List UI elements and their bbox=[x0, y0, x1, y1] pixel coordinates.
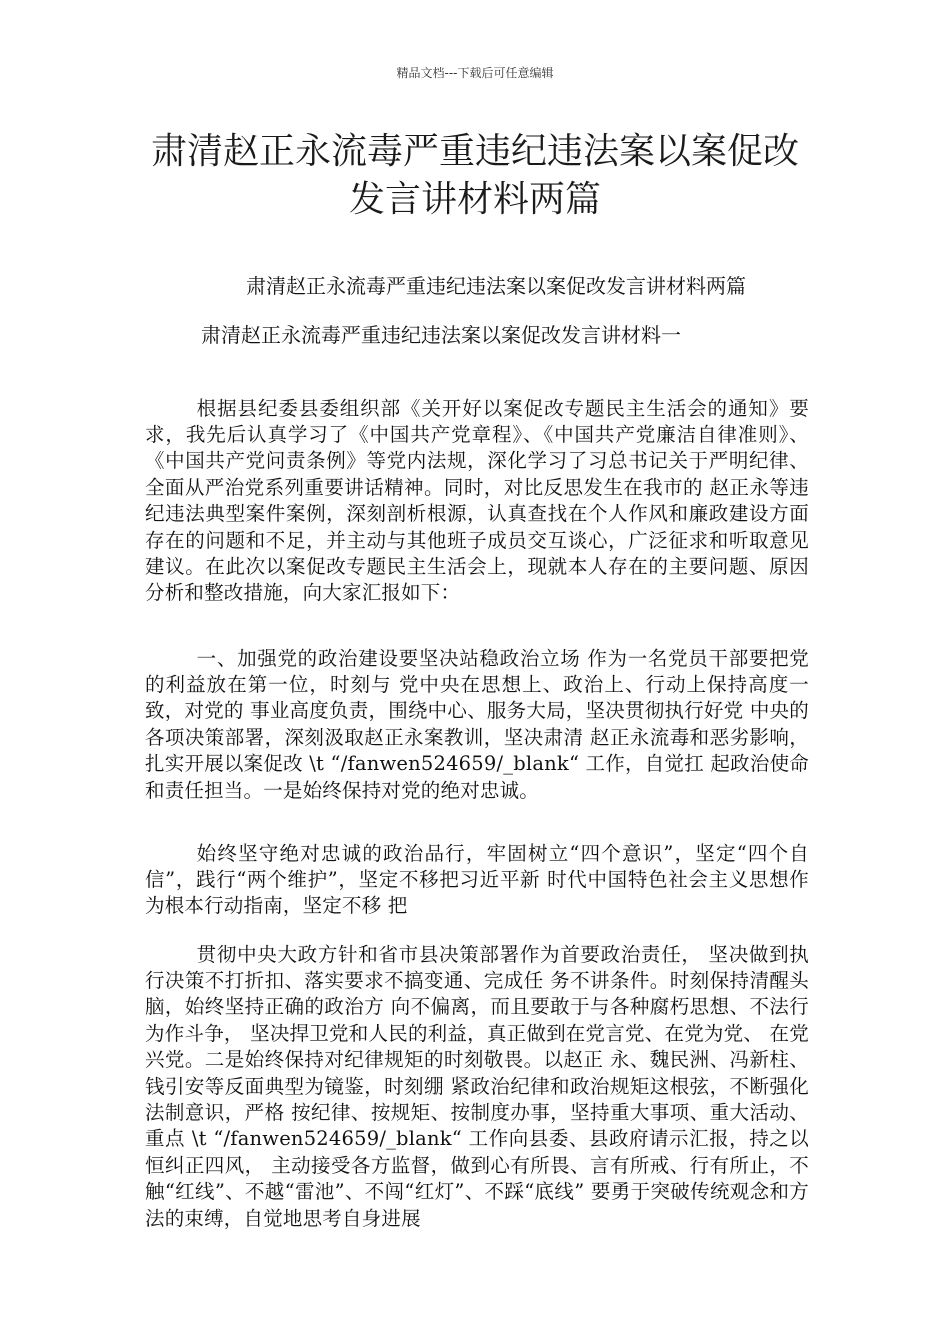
document-header-note: 精品文档---下载后可任意编辑 bbox=[396, 66, 554, 80]
body-paragraph-2: 一、加强党的政治建设要坚决站稳政治立场 作为一名党员干部要把党的利益放在第一位，时刻与 党中央在思想上、政治上、行动上保持高度一致，对党的 事业高度负责，围绕中心、服务大局，坚决贯彻执行好党 中央的各项决策部署，深刻汲取赵正永案教训，坚决肃清 赵正永流毒和恶劣影响，扎实开展以案促改 \t “/fanwen524659/_blank“ 工作，自觉扛 起政治使命和责任担当。一是始终保持对党的绝对忠诚。 bbox=[145, 646, 809, 802]
document-title-line-1: 肃清赵正永流毒严重违纪违法案以案促改 bbox=[150, 131, 799, 172]
section-title: 肃清赵正永流毒严重违纪违法案以案促改发言讲材料一 bbox=[201, 323, 681, 347]
document-title-line-2: 发言讲材料两篇 bbox=[348, 179, 601, 220]
body-paragraph-3: 始终坚守绝对忠诚的政治品行，牢固树立“四个意识”，坚定“四个自信”，践行“两个维护”，坚定不移把习近平新 时代中国特色社会主义思想作为根本行动指南，坚定不移 把 bbox=[145, 841, 809, 918]
document-subtitle: 肃清赵正永流毒严重违纪违法案以案促改发言讲材料两篇 bbox=[246, 274, 746, 298]
body-paragraph-1: 根据县纪委县委组织部《关开好以案促改专题民主生活会的通知》要求，我先后认真学习了《中国共产党章程》、《中国共产党廉洁自律准则》、《中国共产党问责条例》等党内法规，深化学习了习总书记关于严明纪律、全面从严治党系列重要讲话精神。同时，对比反思发生在我市的 赵正永等违纪违法典型案件案例，深刻剖析根源，认真查找在个人作风和廉政建设方面存在的问题和不足，并主动与其他班子成员交互谈心，广泛征求和听取意见建议。在此次以案促改专题民主生活会上，现就本人存在的主要问题、原因分析和整改措施，向大家汇报如下： bbox=[145, 396, 809, 605]
document-title bbox=[100, 128, 850, 224]
body-paragraph-4: 贯彻中央大政方针和省市县决策部署作为首要政治责任， 坚决做到执行决策不打折扣、落实要求不搞变通、完成任 务不讲条件。时刻保持清醒头脑，始终坚持正确的政治方 向不偏离，而且要敢于与各种腐朽思想、不法行为作斗争， 坚决捍卫党和人民的利益，真正做到在党言党、在党为党、 在党兴党。二是始终保持对纪律规矩的时刻敬畏。以赵正 永、魏民洲、冯新柱、钱引安等反面典型为镜鉴，时刻绷 紧政治纪律和政治规矩这根弦，不断强化法制意识，严格 按纪律、按规矩、按制度办事，坚持重大事项、重大活动、 重点 \t “/fanwen524659/_blank“ 工作向县委、县政府请示汇报，持之以恒纠正四风， 主动接受各方监督，做到心有所畏、言有所戒、行有所止，不触“红线”、不越“雷池”、不闯“红灯”、不踩“底线” 要勇于突破传统观念和方法的束缚，自觉地思考自身进展 bbox=[145, 942, 809, 1230]
